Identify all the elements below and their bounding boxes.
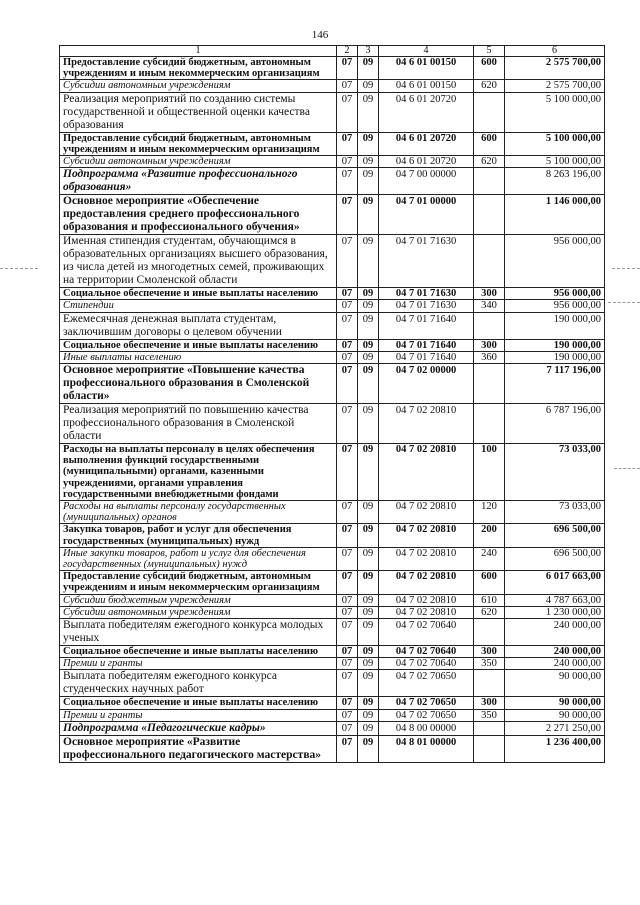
subsection-code: 09	[358, 501, 379, 524]
row-name: Реализация мероприятий по повышению качества профессионального образования в Смоленской области	[60, 404, 337, 444]
target-article-code: 04 7 00 00000	[379, 168, 474, 195]
subsection-code: 09	[358, 594, 379, 606]
target-article-code: 04 7 01 00000	[379, 195, 474, 235]
target-article-code: 04 7 01 71640	[379, 312, 474, 339]
section-code: 07	[337, 658, 358, 670]
expense-type-code: 340	[474, 300, 505, 312]
expense-type-code: 610	[474, 594, 505, 606]
expense-type-code: 600	[474, 571, 505, 594]
target-article-code: 04 7 01 71630	[379, 288, 474, 300]
target-article-code: 04 7 02 20810	[379, 501, 474, 524]
target-article-code: 04 7 02 70650	[379, 670, 474, 697]
subsection-code: 09	[358, 57, 379, 80]
subsection-code: 09	[358, 658, 379, 670]
amount: 190 000,00	[505, 339, 605, 351]
expense-type-code: 300	[474, 339, 505, 351]
amount: 190 000,00	[505, 351, 605, 363]
subsection-code: 09	[358, 619, 379, 646]
amount: 6 017 663,00	[505, 571, 605, 594]
section-code: 07	[337, 92, 358, 132]
amount: 956 000,00	[505, 235, 605, 288]
table-row	[60, 721, 605, 735]
section-code: 07	[337, 670, 358, 697]
table-row	[60, 57, 605, 80]
expense-type-code: 300	[474, 697, 505, 709]
amount: 2 575 700,00	[505, 57, 605, 80]
section-code: 07	[337, 57, 358, 80]
row-name: Основное мероприятие «Повышение качества профессионального образования в Смоленской области»	[60, 364, 337, 404]
table-row	[60, 697, 605, 709]
table-row	[60, 571, 605, 594]
expense-type-code	[474, 195, 505, 235]
amount: 956 000,00	[505, 288, 605, 300]
section-code: 07	[337, 80, 358, 92]
expense-type-code	[474, 404, 505, 444]
row-name: Основное мероприятие «Обеспечение предоставления среднего профессионального образования и профессионального обучения»	[60, 195, 337, 235]
row-name: Субсидии бюджетным учреждениям	[60, 594, 337, 606]
target-article-code: 04 7 02 20810	[379, 606, 474, 618]
section-code: 07	[337, 547, 358, 570]
table-row	[60, 524, 605, 547]
section-code: 07	[337, 235, 358, 288]
subsection-code: 09	[358, 195, 379, 235]
amount: 956 000,00	[505, 300, 605, 312]
target-article-code: 04 7 02 70650	[379, 709, 474, 721]
table-body	[60, 57, 605, 763]
expense-type-code: 300	[474, 288, 505, 300]
amount: 2 575 700,00	[505, 80, 605, 92]
amount: 696 500,00	[505, 524, 605, 547]
column-number-row	[60, 46, 605, 57]
target-article-code: 04 7 02 20810	[379, 524, 474, 547]
table-row	[60, 235, 605, 288]
expense-type-code: 200	[474, 524, 505, 547]
table-row	[60, 132, 605, 155]
amount: 5 100 000,00	[505, 92, 605, 132]
table-row	[60, 658, 605, 670]
scan-mark	[608, 302, 640, 304]
column-header: 1	[60, 46, 337, 57]
amount: 240 000,00	[505, 619, 605, 646]
row-name: Премии и гранты	[60, 709, 337, 721]
row-name: Закупка товаров, работ и услуг для обеспечения государственных (муниципальных) нужд	[60, 524, 337, 547]
table-row	[60, 364, 605, 404]
section-code: 07	[337, 168, 358, 195]
subsection-code: 09	[358, 312, 379, 339]
target-article-code: 04 6 01 20720	[379, 156, 474, 168]
section-code: 07	[337, 594, 358, 606]
row-name: Субсидии автономным учреждениям	[60, 80, 337, 92]
row-name: Предоставление субсидий бюджетным, автономным учреждениям и иным некоммерческим организациям	[60, 571, 337, 594]
expense-type-code: 240	[474, 547, 505, 570]
section-code: 07	[337, 697, 358, 709]
expense-type-code	[474, 235, 505, 288]
scan-mark	[0, 268, 38, 270]
table-row	[60, 619, 605, 646]
target-article-code: 04 7 01 71630	[379, 235, 474, 288]
subsection-code: 09	[358, 571, 379, 594]
section-code: 07	[337, 195, 358, 235]
expense-type-code: 620	[474, 156, 505, 168]
column-header: 2	[337, 46, 358, 57]
target-article-code: 04 7 01 71640	[379, 351, 474, 363]
target-article-code: 04 7 02 20810	[379, 547, 474, 570]
subsection-code: 09	[358, 404, 379, 444]
section-code: 07	[337, 364, 358, 404]
subsection-code: 09	[358, 709, 379, 721]
table-row	[60, 501, 605, 524]
table-row	[60, 168, 605, 195]
table-row	[60, 339, 605, 351]
target-article-code: 04 7 02 20810	[379, 444, 474, 501]
row-name: Ежемесячная денежная выплата студентам, заключившим договоры о целевом обучении	[60, 312, 337, 339]
column-header: 3	[358, 46, 379, 57]
target-article-code: 04 7 01 71640	[379, 339, 474, 351]
expense-type-code	[474, 364, 505, 404]
subsection-code: 09	[358, 444, 379, 501]
section-code: 07	[337, 709, 358, 721]
subsection-code: 09	[358, 288, 379, 300]
target-article-code: 04 8 01 00000	[379, 735, 474, 762]
table-row	[60, 312, 605, 339]
column-header: 6	[505, 46, 605, 57]
scan-mark	[612, 268, 640, 270]
subsection-code: 09	[358, 670, 379, 697]
expense-type-code: 620	[474, 80, 505, 92]
section-code: 07	[337, 444, 358, 501]
scan-mark	[614, 468, 640, 470]
amount: 1 230 000,00	[505, 606, 605, 618]
expense-type-code: 100	[474, 444, 505, 501]
row-name: Иные закупки товаров, работ и услуг для обеспечения государственных (муниципальных) нужд	[60, 547, 337, 570]
amount: 696 500,00	[505, 547, 605, 570]
column-header: 4	[379, 46, 474, 57]
section-code: 07	[337, 524, 358, 547]
section-code: 07	[337, 735, 358, 762]
subsection-code: 09	[358, 80, 379, 92]
table-row	[60, 288, 605, 300]
row-name: Основное мероприятие «Развитие профессионального педагогического мастерства»	[60, 735, 337, 762]
table-row	[60, 80, 605, 92]
section-code: 07	[337, 300, 358, 312]
section-code: 07	[337, 721, 358, 735]
row-name: Субсидии автономным учреждениям	[60, 156, 337, 168]
expense-type-code: 620	[474, 606, 505, 618]
row-name: Предоставление субсидий бюджетным, автономным учреждениям и иным некоммерческим организациям	[60, 57, 337, 80]
target-article-code: 04 6 01 00150	[379, 57, 474, 80]
section-code: 07	[337, 619, 358, 646]
amount: 190 000,00	[505, 312, 605, 339]
section-code: 07	[337, 404, 358, 444]
section-code: 07	[337, 156, 358, 168]
subsection-code: 09	[358, 524, 379, 547]
row-name: Выплата победителям ежегодного конкурса студенческих научных работ	[60, 670, 337, 697]
section-code: 07	[337, 646, 358, 658]
expense-type-code	[474, 312, 505, 339]
table-row	[60, 646, 605, 658]
row-name: Стипендии	[60, 300, 337, 312]
amount: 90 000,00	[505, 709, 605, 721]
expense-type-code: 350	[474, 658, 505, 670]
amount: 2 271 250,00	[505, 721, 605, 735]
amount: 240 000,00	[505, 646, 605, 658]
table-row	[60, 195, 605, 235]
section-code: 07	[337, 339, 358, 351]
expense-type-code	[474, 92, 505, 132]
amount: 4 787 663,00	[505, 594, 605, 606]
row-name: Социальное обеспечение и иные выплаты населению	[60, 339, 337, 351]
subsection-code: 09	[358, 235, 379, 288]
section-code: 07	[337, 571, 358, 594]
target-article-code: 04 6 01 20720	[379, 132, 474, 155]
row-name: Субсидии автономным учреждениям	[60, 606, 337, 618]
section-code: 07	[337, 288, 358, 300]
table-row	[60, 444, 605, 501]
amount: 90 000,00	[505, 697, 605, 709]
amount: 240 000,00	[505, 658, 605, 670]
expense-type-code	[474, 721, 505, 735]
row-name: Выплата победителям ежегодного конкурса молодых ученых	[60, 619, 337, 646]
row-name: Именная стипендия студентам, обучающимся в образовательных организациях высшего образования, из числа детей из многодетных семей, проживающих на территории Смоленской области	[60, 235, 337, 288]
subsection-code: 09	[358, 156, 379, 168]
amount: 7 117 196,00	[505, 364, 605, 404]
column-header: 5	[474, 46, 505, 57]
subsection-code: 09	[358, 547, 379, 570]
table-row	[60, 594, 605, 606]
target-article-code: 04 7 02 70650	[379, 697, 474, 709]
amount: 5 100 000,00	[505, 156, 605, 168]
subsection-code: 09	[358, 606, 379, 618]
target-article-code: 04 7 02 20810	[379, 571, 474, 594]
target-article-code: 04 7 02 70640	[379, 646, 474, 658]
target-article-code: 04 7 01 71630	[379, 300, 474, 312]
table-row	[60, 300, 605, 312]
table-row	[60, 670, 605, 697]
page-number: 146	[311, 29, 329, 41]
row-name: Подпрограмма «Развитие профессионального образования»	[60, 168, 337, 195]
expense-type-code	[474, 619, 505, 646]
row-name: Реализация мероприятий по созданию системы государственной и общественной оценки качества образования	[60, 92, 337, 132]
expense-type-code	[474, 670, 505, 697]
row-name: Подпрограмма «Педагогические кадры»	[60, 721, 337, 735]
section-code: 07	[337, 501, 358, 524]
target-article-code: 04 7 02 20810	[379, 404, 474, 444]
section-code: 07	[337, 132, 358, 155]
subsection-code: 09	[358, 697, 379, 709]
expense-type-code: 600	[474, 57, 505, 80]
table-row	[60, 547, 605, 570]
row-name: Социальное обеспечение и иные выплаты населению	[60, 646, 337, 658]
table-row	[60, 156, 605, 168]
table-row	[60, 351, 605, 363]
subsection-code: 09	[358, 168, 379, 195]
expense-type-code: 350	[474, 709, 505, 721]
table-row	[60, 735, 605, 762]
expense-type-code: 300	[474, 646, 505, 658]
expense-type-code: 120	[474, 501, 505, 524]
section-code: 07	[337, 351, 358, 363]
budget-table	[59, 45, 605, 763]
subsection-code: 09	[358, 92, 379, 132]
amount: 6 787 196,00	[505, 404, 605, 444]
table-row	[60, 404, 605, 444]
amount: 5 100 000,00	[505, 132, 605, 155]
amount: 1 236 400,00	[505, 735, 605, 762]
table-row	[60, 606, 605, 618]
table-row	[60, 92, 605, 132]
amount: 90 000,00	[505, 670, 605, 697]
row-name: Расходы на выплаты персоналу в целях обеспечения выполнения функций государственными (муниципальными) органами, казенными учреждениями, органами управления государственными внебюджетными фондами	[60, 444, 337, 501]
subsection-code: 09	[358, 132, 379, 155]
table-row	[60, 709, 605, 721]
subsection-code: 09	[358, 735, 379, 762]
amount: 73 033,00	[505, 501, 605, 524]
target-article-code: 04 6 01 20720	[379, 92, 474, 132]
subsection-code: 09	[358, 339, 379, 351]
expense-type-code: 360	[474, 351, 505, 363]
row-name: Предоставление субсидий бюджетным, автономным учреждениям и иным некоммерческим организациям	[60, 132, 337, 155]
amount: 73 033,00	[505, 444, 605, 501]
section-code: 07	[337, 606, 358, 618]
expense-type-code	[474, 735, 505, 762]
target-article-code: 04 7 02 70640	[379, 619, 474, 646]
section-code: 07	[337, 312, 358, 339]
expense-type-code	[474, 168, 505, 195]
subsection-code: 09	[358, 300, 379, 312]
row-name: Премии и гранты	[60, 658, 337, 670]
subsection-code: 09	[358, 646, 379, 658]
target-article-code: 04 7 02 70640	[379, 658, 474, 670]
expense-type-code: 600	[474, 132, 505, 155]
target-article-code: 04 7 02 00000	[379, 364, 474, 404]
row-name: Социальное обеспечение и иные выплаты населению	[60, 288, 337, 300]
subsection-code: 09	[358, 351, 379, 363]
amount: 8 263 196,00	[505, 168, 605, 195]
subsection-code: 09	[358, 364, 379, 404]
row-name: Иные выплаты населению	[60, 351, 337, 363]
target-article-code: 04 7 02 20810	[379, 594, 474, 606]
row-name: Социальное обеспечение и иные выплаты населению	[60, 697, 337, 709]
target-article-code: 04 6 01 00150	[379, 80, 474, 92]
row-name: Расходы на выплаты персоналу государственных (муниципальных) органов	[60, 501, 337, 524]
subsection-code: 09	[358, 721, 379, 735]
amount: 1 146 000,00	[505, 195, 605, 235]
target-article-code: 04 8 00 00000	[379, 721, 474, 735]
